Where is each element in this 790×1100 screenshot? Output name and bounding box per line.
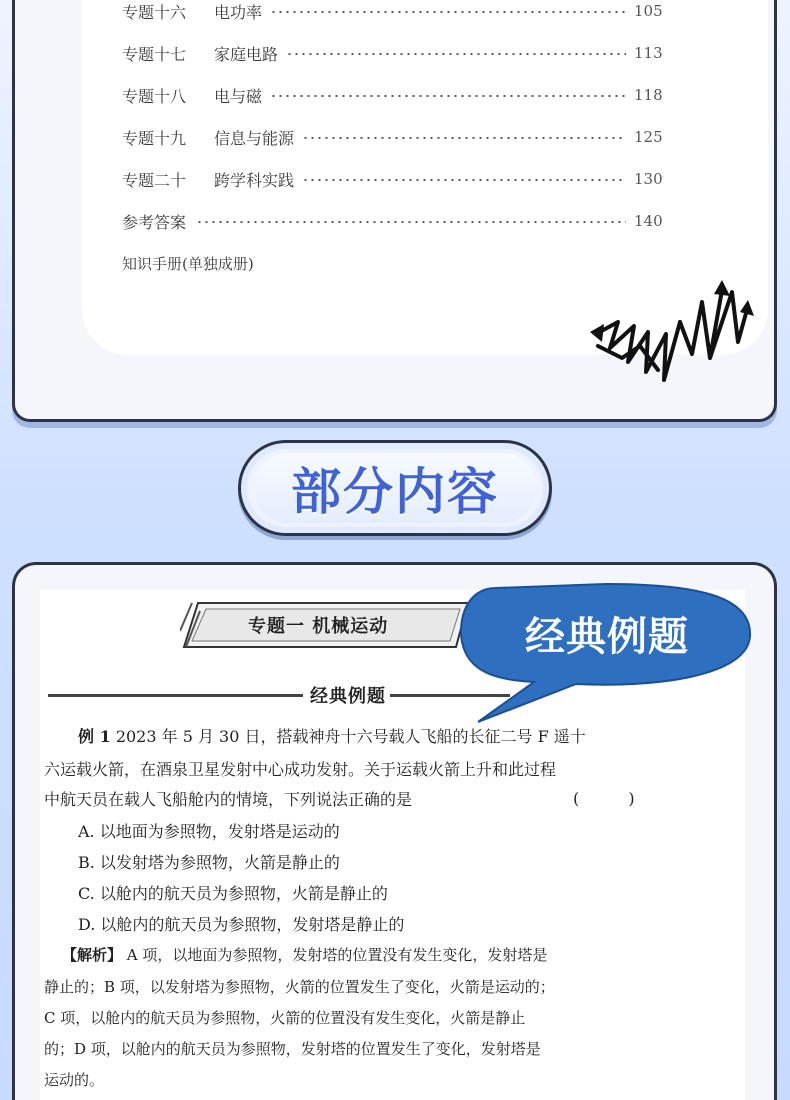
toc-entry-page: 105 <box>634 2 663 20</box>
analysis-label: 【解析】 <box>62 946 123 964</box>
toc-entry-number: 专题二十 <box>122 170 187 190</box>
toc-entry-page: 113 <box>634 44 663 62</box>
analysis-line-5: 运动的。 <box>44 1071 105 1089</box>
toc-entry-page: 118 <box>634 86 663 104</box>
toc-entry-title: 跨学科实践 <box>214 170 295 190</box>
option-b: B. 以发射塔为参照物，火箭是静止的 <box>78 853 340 872</box>
example-label: 例 1 <box>78 727 111 746</box>
toc-entry-page: 140 <box>634 212 663 230</box>
toc-entry-page: 125 <box>634 128 663 146</box>
toc-entry-title: 电与磁 <box>214 86 263 106</box>
toc-leader-dots <box>270 95 626 97</box>
example-line-2: 六运载火箭，在酒泉卫星发射中心成功发射。关于运载火箭上升和此过程 <box>44 760 557 779</box>
toc-leader-dots <box>302 179 626 181</box>
analysis-line-1 <box>62 944 652 966</box>
toc-entry-number: 专题十六 <box>122 2 187 22</box>
toc-entry-number: 专题十七 <box>122 44 187 64</box>
toc-entry[interactable] <box>122 0 662 24</box>
option-a: A. 以地面为参照物，发射塔是运动的 <box>78 822 340 841</box>
section-pill-label: 部分内容 <box>291 463 499 521</box>
toc-entry-page: 130 <box>634 170 663 188</box>
option-d: D. 以舱内的航天员为参照物，发射塔是静止的 <box>78 915 405 934</box>
section-pill <box>238 440 552 536</box>
toc-appendix[interactable] <box>122 250 662 276</box>
toc-leader-dots <box>196 221 626 223</box>
scribble-arrows-decoration <box>588 262 758 402</box>
topic-title: 专题一 机械运动 <box>248 616 389 637</box>
analysis-text: A 项，以地面为参照物，发射塔的位置没有发生变化，发射塔是 <box>126 946 548 964</box>
section-pill-inner <box>253 453 537 523</box>
option-c: C. 以舱内的航天员为参照物，火箭是静止的 <box>78 884 388 903</box>
toc-entry[interactable] <box>122 40 662 66</box>
analysis-line-4: 的；D 项，以舱内的航天员为参照物，发射塔的位置发生了变化，发射塔是 <box>44 1040 541 1058</box>
toc-entry[interactable] <box>122 124 662 150</box>
toc-entry-title: 参考答案 <box>122 212 187 232</box>
toc-entry-title: 家庭电路 <box>214 44 279 64</box>
heading-rule-left <box>48 694 303 697</box>
heading-rule-right <box>390 694 510 697</box>
toc-appendix-label: 知识手册(单独成册) <box>122 254 254 273</box>
speech-bubble-label: 经典例题 <box>525 614 689 660</box>
analysis-line-2: 静止的；B 项，以发射塔为参照物，火箭的位置发生了变化，火箭是运动的； <box>44 978 555 996</box>
toc-entry[interactable] <box>122 82 662 108</box>
toc-leader-dots <box>302 137 626 139</box>
example-line-1 <box>78 726 638 748</box>
answer-blank: ( ) <box>573 789 657 808</box>
toc-entry-number: 专题十八 <box>122 86 187 106</box>
toc-entry[interactable] <box>122 166 662 192</box>
section-heading-text: 经典例题 <box>310 686 386 707</box>
toc-leader-dots <box>270 11 626 13</box>
toc-entry-title: 信息与能源 <box>214 128 295 148</box>
example-section-heading <box>40 680 745 710</box>
toc-entry-answers[interactable] <box>122 208 662 234</box>
toc-leader-dots <box>286 53 626 55</box>
toc-entry-title: 电功率 <box>214 2 263 22</box>
toc-entry-number: 专题十九 <box>122 128 187 148</box>
example-line-3: 中航天员在载人飞船舱内的情境，下列说法正确的是 <box>44 790 413 809</box>
analysis-line-3: C 项，以舱内的航天员为参照物，火箭的位置没有发生变化，火箭是静止 <box>44 1009 526 1027</box>
example-text: 2023 年 5 月 30 日，搭载神舟十六号载人飞船的长征二号 F 遥十 <box>115 727 586 746</box>
